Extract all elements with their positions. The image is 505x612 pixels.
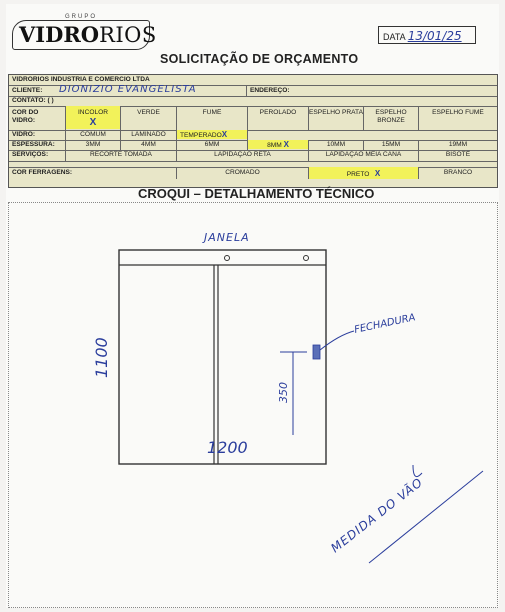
address-label: ENDEREÇO: [250,87,290,94]
preto-mark: X [374,169,381,178]
temperado-mark: X [221,130,228,139]
window-frame [119,250,326,464]
incolor-mark: X [89,116,97,128]
option-laminado[interactable]: LAMINADO [131,131,166,138]
option-19mm[interactable]: 19MM [448,141,468,148]
span-note: MEDIDA DO VÃO [328,475,426,556]
date-box [378,26,476,44]
date-label: DATA [383,32,406,42]
option-cromado[interactable]: CROMADO [225,169,260,176]
roller-circle-2 [304,256,309,261]
8mm-mark: X [283,140,289,149]
option-bisote[interactable]: BISOTÊ [445,151,471,158]
window-sketch [9,203,497,607]
glass-label: VIDRO: [12,131,36,138]
thickness-label: ESPESSURA: [12,141,55,148]
span-underline [369,471,483,563]
option-incolor-label: INCOLOR [77,109,109,116]
lock-icon [313,345,320,359]
logo-group-text: GRUPO [62,14,100,20]
option-perolado[interactable]: PEROLADO [259,109,297,116]
width-dimension: 1200 [207,438,248,457]
date-value: 13/01/25 [407,29,462,43]
logo-brand-bold: VIDRO [19,22,100,47]
page-title: SOLICITAÇÃO DE ORÇAMENTO [160,52,359,66]
option-fume[interactable]: FUMÊ [202,109,222,116]
option-espelho-bronze[interactable]: ESPELHO BRONZE [375,109,407,124]
option-branco[interactable]: BRANCO [443,169,473,176]
lock-label: FECHADURA [353,312,417,336]
contact-label: CONTATO: ( ) [12,97,54,104]
option-6mm[interactable]: 6MM [204,141,220,148]
croqui-area [8,202,498,608]
option-10mm[interactable]: 10MM [326,141,346,148]
option-incolor[interactable] [66,106,120,129]
client-value: DIONIZIO EVANGELISTA [59,84,197,95]
glass-color-label: COR DO VIDRO: [12,109,39,124]
option-comum[interactable]: COMUM [80,131,106,138]
option-3mm[interactable]: 3MM [85,141,101,148]
quote-form-table [8,74,498,188]
logo-brand-light: RIOS [99,23,157,47]
option-temperado[interactable] [177,130,247,139]
option-lapidacao-reta[interactable]: LAPIDAÇÃO RETA [214,151,271,158]
hardware-label: COR FERRAGENS: [12,169,73,176]
option-recorte-tomada[interactable]: RECORTE TOMADA [90,151,152,158]
option-espelho-fume[interactable]: ESPELHO FUMÊ [432,109,484,116]
services-label: SERVIÇOS: [12,151,49,158]
option-8mm[interactable] [248,140,308,149]
option-lapidacao-meia-cana[interactable]: LAPIDAÇÃO MEIA CANA [325,151,402,158]
window-label: JANELA [204,231,250,244]
option-15mm[interactable]: 15MM [381,141,401,148]
option-4mm[interactable]: 4MM [141,141,156,148]
glass-color-row [9,106,497,131]
lock-height-dimension: 350 [277,382,290,403]
roller-circle-1 [225,256,230,261]
option-8mm-label: 8MM [267,142,282,149]
option-temperado-label: TEMPERADO [180,132,222,139]
company-name: VIDRORIOS INDÚSTRIA E COMERCIO LTDA [12,76,150,83]
hardware-row [9,167,497,179]
option-verde[interactable]: VERDE [137,109,160,116]
lock-leader-line [320,331,354,350]
option-preto-label: PRETO [346,171,370,178]
height-dimension: 1100 [92,337,111,378]
option-espelho-prata[interactable]: ESPELHO PRATA [309,109,363,116]
croqui-title: CROQUI – DETALHAMENTO TÉCNICO [138,186,375,201]
option-preto[interactable] [309,167,418,179]
client-label: CLIENTE: [12,87,43,94]
vidrorios-logo [12,14,157,50]
